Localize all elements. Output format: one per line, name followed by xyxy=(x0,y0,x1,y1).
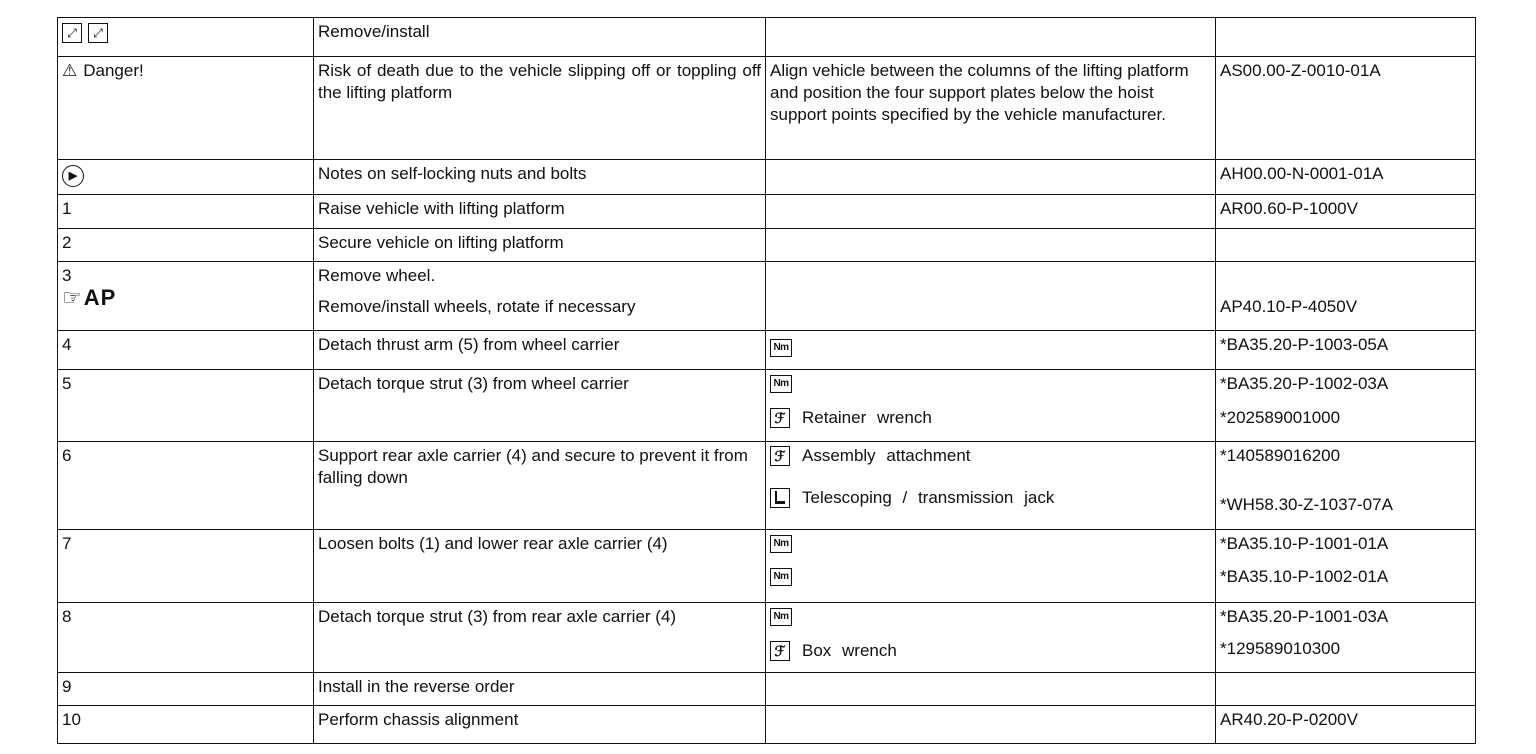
ref-cell[interactable]: AH00.00-N-0001-01A xyxy=(1216,160,1476,195)
ref-cell xyxy=(1216,442,1476,530)
ref-cell xyxy=(1216,603,1476,673)
note-cell xyxy=(766,195,1216,229)
ref-cell[interactable]: AR00.60-P-1000V xyxy=(1216,195,1476,229)
torque-icon[interactable]: Nm xyxy=(770,535,792,553)
ref-cell xyxy=(1216,18,1476,57)
note-cell xyxy=(766,370,1216,442)
tool-label: Telescoping / transmission jack xyxy=(802,488,1055,507)
ref-link[interactable]: *BA35.20-P-1002-03A xyxy=(1220,374,1389,393)
ref-link[interactable]: *WH58.30-Z-1037-07A xyxy=(1220,495,1393,514)
step-cell: 8 xyxy=(58,603,314,673)
note-cell xyxy=(766,18,1216,57)
ref-cell xyxy=(1216,229,1476,262)
step-cell: 7 xyxy=(58,530,314,603)
ref-cell xyxy=(1216,370,1476,442)
table-row xyxy=(58,331,1476,370)
step-cell xyxy=(58,57,314,160)
note-cell xyxy=(766,673,1216,706)
ref-link[interactable]: *BA35.10-P-1002-01A xyxy=(1220,567,1389,586)
action-cell: Perform chassis alignment xyxy=(314,706,766,744)
step-cell: 10 xyxy=(58,706,314,744)
note-cell xyxy=(766,331,1216,370)
ref-link[interactable]: *140589016200 xyxy=(1220,446,1341,465)
note-cell xyxy=(766,442,1216,530)
table-row xyxy=(58,603,1476,673)
action-cell: Raise vehicle with lifting platform xyxy=(314,195,766,229)
table-row xyxy=(58,673,1476,706)
note-cell xyxy=(766,530,1216,603)
step-cell: 4 xyxy=(58,331,314,370)
procedure-table xyxy=(57,17,1476,744)
wrench-icon[interactable]: ℱ xyxy=(770,446,790,466)
tool-label: Retainer wrench xyxy=(802,408,932,427)
note-cell xyxy=(766,160,1216,195)
pointing-hand-icon: ☞ xyxy=(62,285,82,310)
ref-cell xyxy=(1216,530,1476,603)
ref-link[interactable]: *BA35.20-P-1001-03A xyxy=(1220,607,1389,626)
step-cell: 1 xyxy=(58,195,314,229)
jack-icon[interactable] xyxy=(770,488,790,508)
note-cell xyxy=(766,603,1216,673)
torque-icon[interactable]: Nm xyxy=(770,339,792,357)
step-cell xyxy=(58,160,314,195)
note-cell xyxy=(766,262,1216,331)
action-cell: Detach thrust arm (5) from wheel carrier xyxy=(314,331,766,370)
step-cell xyxy=(58,262,314,331)
danger-label: Danger! xyxy=(83,61,144,80)
table-row xyxy=(58,442,1476,530)
table-row xyxy=(58,370,1476,442)
note-cell xyxy=(766,229,1216,262)
self-locking-icon: ▶ xyxy=(62,165,84,187)
ref-link[interactable]: *BA35.10-P-1001-01A xyxy=(1220,534,1389,553)
action-cell: Remove/install xyxy=(314,18,766,57)
action-cell: Risk of death due to the vehicle slipping off or toppling off the lifting platform xyxy=(314,57,766,160)
expand-icon[interactable]: ⤢ xyxy=(62,23,82,43)
action-cell: Support rear axle carrier (4) and secure to prevent it from falling down xyxy=(314,442,766,530)
ref-cell[interactable]: AS00.00-Z-0010-01A xyxy=(1216,57,1476,160)
torque-icon[interactable]: Nm xyxy=(770,568,792,586)
ref-cell[interactable]: AR40.20-P-0200V xyxy=(1216,706,1476,744)
ref-link[interactable]: *129589010300 xyxy=(1220,639,1341,658)
wrench-icon[interactable]: ℱ xyxy=(770,408,790,428)
ref-link[interactable]: *202589001000 xyxy=(1220,408,1341,427)
step-number: 3 xyxy=(62,266,72,285)
step-cell xyxy=(58,18,314,57)
table-row xyxy=(58,530,1476,603)
warning-icon: ⚠ xyxy=(62,61,78,80)
note-cell: Align vehicle between the columns of the lifting platform and position the four support plates below the hoist support points specified by the vehicle manufacturer. xyxy=(766,57,1216,160)
action-cell: Detach torque strut (3) from rear axle carrier (4) xyxy=(314,603,766,673)
action-line: Remove wheel. xyxy=(318,266,436,285)
action-cell: Detach torque strut (3) from wheel carrier xyxy=(314,370,766,442)
ref-cell[interactable]: *BA35.20-P-1003-05A xyxy=(1216,331,1476,370)
note-cell xyxy=(766,706,1216,744)
step-cell: 5 xyxy=(58,370,314,442)
action-cell: Loosen bolts (1) and lower rear axle carrier (4) xyxy=(314,530,766,603)
tool-label: Box wrench xyxy=(802,641,897,660)
step-cell: 6 xyxy=(58,442,314,530)
table-row xyxy=(58,57,1476,160)
wrench-icon[interactable]: ℱ xyxy=(770,641,790,661)
ref-cell xyxy=(1216,262,1476,331)
ref-link[interactable]: AP40.10-P-4050V xyxy=(1220,297,1358,316)
ref-cell xyxy=(1216,673,1476,706)
ap-tag[interactable]: AP xyxy=(83,285,117,310)
expand-icon[interactable]: ⤢ xyxy=(88,23,108,43)
action-cell: Install in the reverse order xyxy=(314,673,766,706)
action-cell: Secure vehicle on lifting platform xyxy=(314,229,766,262)
torque-icon[interactable]: Nm xyxy=(770,375,792,393)
table-row xyxy=(58,262,1476,331)
action-cell: Notes on self-locking nuts and bolts xyxy=(314,160,766,195)
action-line: Remove/install wheels, rotate if necessary xyxy=(318,297,636,316)
step-cell: 2 xyxy=(58,229,314,262)
table-row xyxy=(58,18,1476,57)
torque-icon[interactable]: Nm xyxy=(770,608,792,626)
tool-label: Assembly attachment xyxy=(802,446,971,465)
action-cell xyxy=(314,262,766,331)
step-cell: 9 xyxy=(58,673,314,706)
table-row xyxy=(58,706,1476,744)
table-row xyxy=(58,160,1476,195)
table-row xyxy=(58,229,1476,262)
table-row xyxy=(58,195,1476,229)
